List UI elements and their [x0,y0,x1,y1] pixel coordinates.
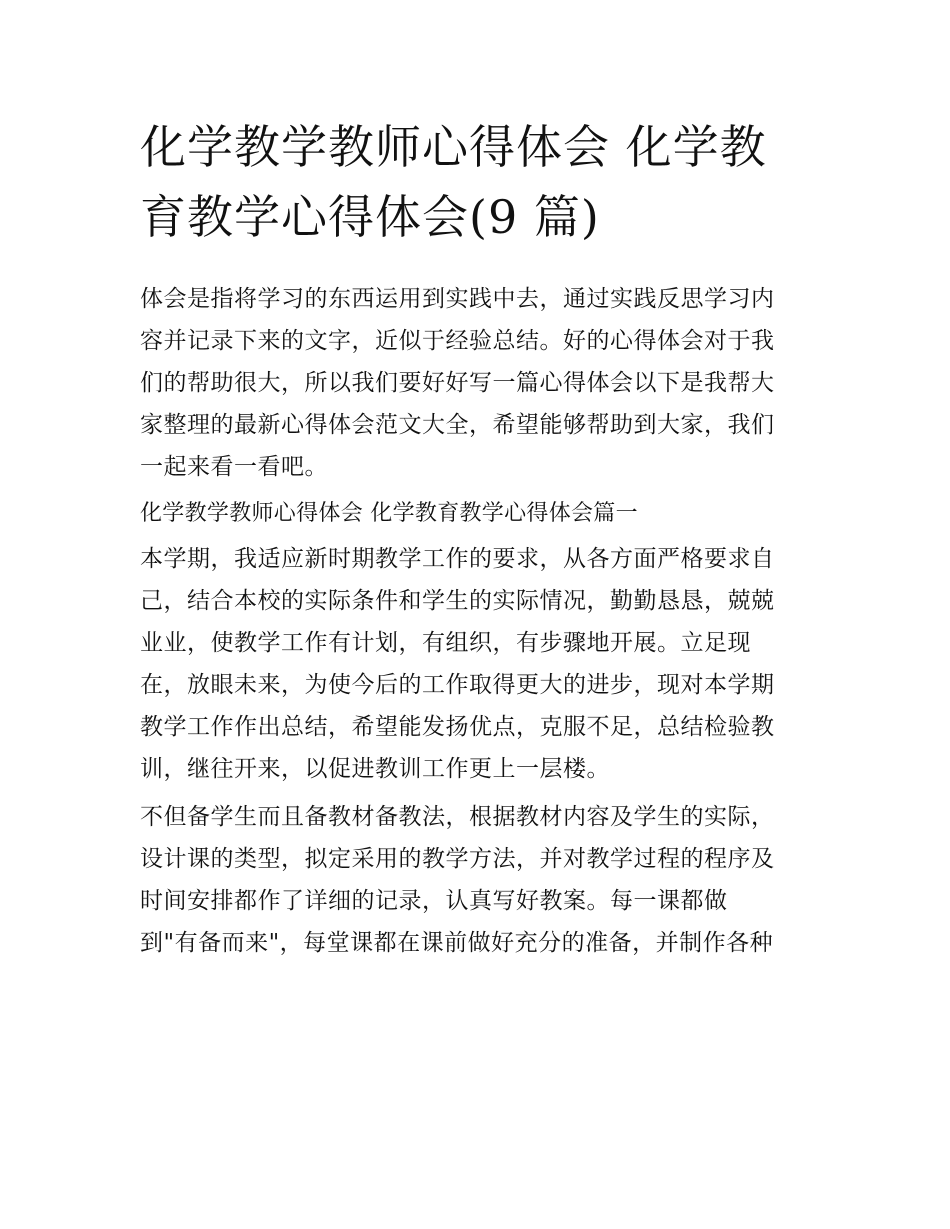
title-line: 化学教学教师心得体会 化学教 [140,120,767,174]
text-line: 时间安排都作了详细的记录，认真写好教案。每一课都做 [140,888,728,914]
text-line: 家整理的最新心得体会范文大全，希望能够帮助到大家，我们 [140,412,775,438]
text-line: 训，继往开来，以促进教训工作更上一层楼。 [140,756,610,782]
text-line: 己，结合本校的实际条件和学生的实际情况，勤勤恳恳，兢兢 [140,588,775,614]
text-line: 业业，使教学工作有计划，有组织，有步骤地开展。立足现 [140,630,751,656]
body-paragraph-2 [140,796,820,964]
text-line: 在，放眼未来，为使今后的工作取得更大的进步，现对本学期 [140,672,775,698]
text-line: 设计课的类型，拟定采用的教学方法，并对教学过程的程序及 [140,846,775,872]
text-line: 本学期，我适应新时期教学工作的要求，从各方面严格要求自 [140,546,775,572]
text-line: 到"有备而来"，每堂课都在课前做好充分的准备，并制作各种 [140,930,774,956]
text-line: 容并记录下来的文字，近似于经验总结。好的心得体会对于我 [140,328,775,354]
intro-paragraph [140,278,820,488]
text-line: 教学工作作出总结，希望能发扬优点，克服不足，总结检验教 [140,714,775,740]
title-line: 育教学心得体会(9 篇) [140,190,600,244]
text-line: 不但备学生而且备教材备教法，根据教材内容及学生的实际， [140,804,775,830]
text-line: 体会是指将学习的东西运用到实践中去，通过实践反思学习内 [140,286,775,312]
text-line: 一起来看一看吧。 [140,454,328,480]
text-line: 们的帮助很大，所以我们要好好写一篇心得体会以下是我帮大 [140,370,775,396]
body-paragraph-1 [140,538,820,790]
document-title [140,112,820,252]
section-heading: 化学教学教师心得体会 化学教育教学心得体会篇一 [140,501,638,526]
document-body [140,112,820,964]
